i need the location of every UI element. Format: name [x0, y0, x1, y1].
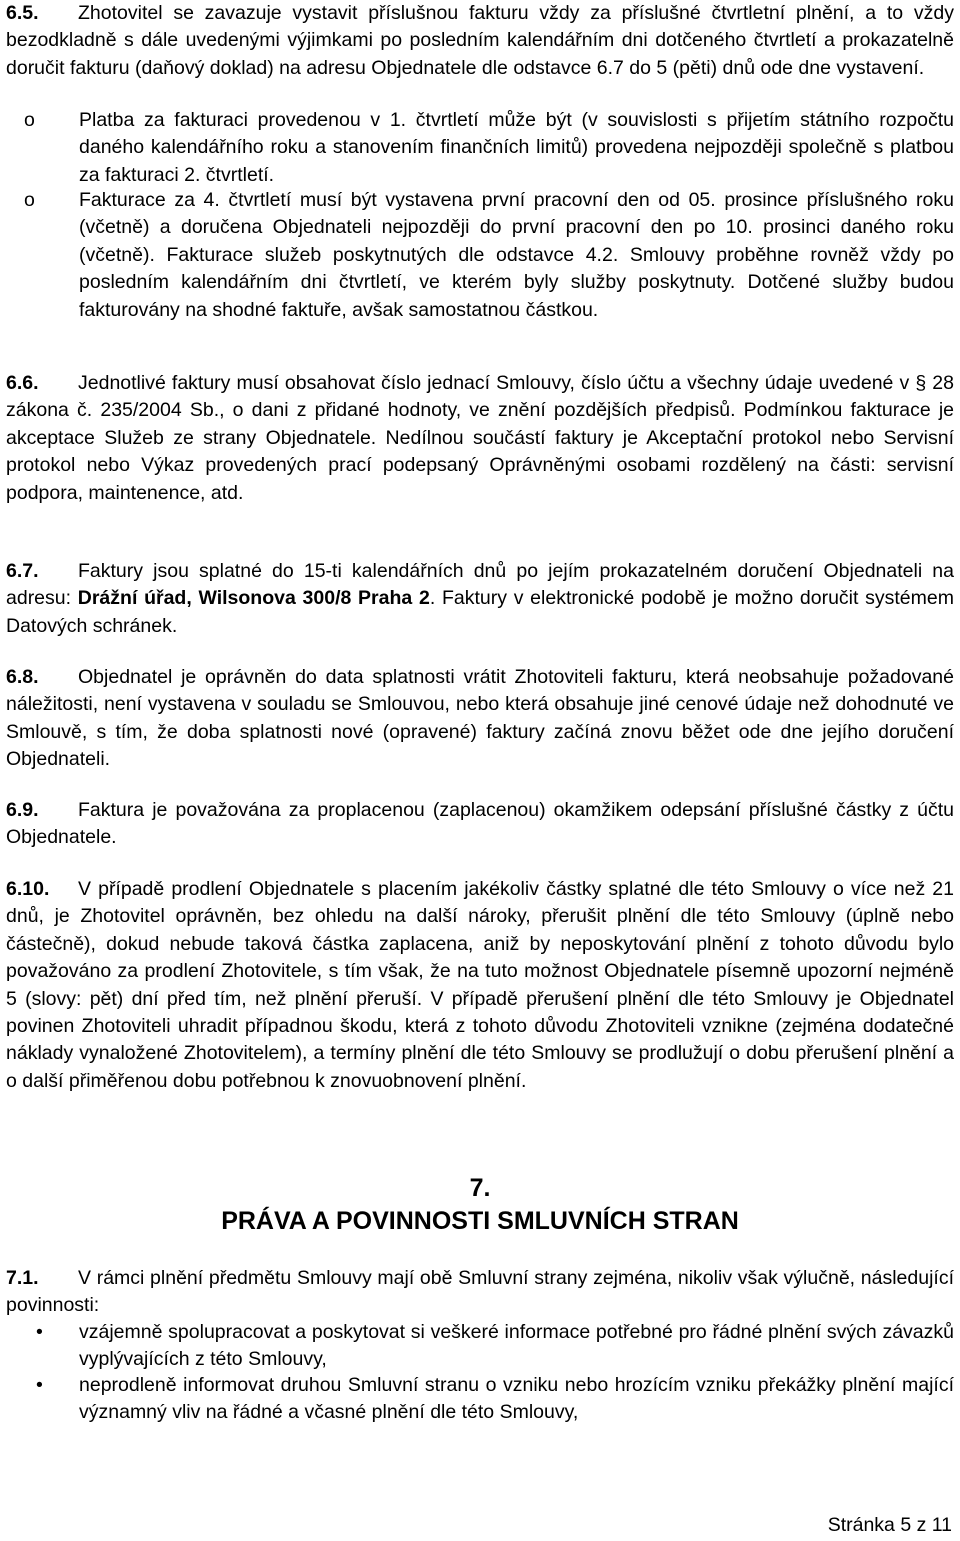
- paragraph-number: 6.5.: [6, 2, 39, 24]
- paragraph-number: 6.9.: [6, 799, 39, 821]
- section-title: PRÁVA A POVINNOSTI SMLUVNÍCH STRAN: [221, 1207, 739, 1235]
- address-text: Drážní úřad, Wilsonova 300/8 Praha 2: [77, 587, 430, 610]
- paragraph-number: 6.7.: [6, 560, 39, 582]
- section-number: 7.: [469, 1174, 491, 1202]
- page-number-footer: Stránka 5 z 11: [827, 1514, 952, 1536]
- paragraph-text-end: . Faktury v elektronické podobě je možno doručit systémem Datových schránek.: [6, 587, 954, 637]
- paragraph-text: V případě prodlení Objednatele s placením jakékoliv částky splatné dle této Smlouvy o více než 21 dnů, je Zhotovitel oprávněn, bez ohledu na další nároky, přerušit plnění dle této Smlouvy (úplně nebo částečně), dokud nebude taková částka zaplacena, aniž by neposkytování plnění z tohoto důvodu bylo považováno za prodlení Zhotovitele, s tím však, že na tuto možnost Objednatele písemně upozorní nejméně 5 (slovy: pět) dní před tím, než plnění přeruší. V případě přerušení plnění dle této Smlouvy je Objednatel povinen Zhotoviteli uhradit případnou škodu, která z tohoto důvodu Zhotoviteli vznikne (zejména dodatečné náklady vynaložené Zhotovitelem), a termíny plnění dle této Smlouvy se prodlužují o dobu přerušení plnění a o další přiměřenou dobu potřebnou k znovuobnovení plnění.: [6, 878, 954, 1092]
- bullet-item-1: [6, 1319, 954, 1374]
- bullet-item-2: [6, 1372, 954, 1427]
- paragraph-number: 6.6.: [6, 372, 39, 394]
- paragraph-number: 7.1.: [6, 1267, 39, 1289]
- paragraph-text: Faktura je považována za proplacenou (zaplacenou) okamžikem odepsání příslušné částky z účtu Objednatele.: [6, 799, 954, 849]
- paragraph-6-6: [6, 370, 954, 507]
- paragraph-6-9: [6, 797, 954, 852]
- sub-item-1: [6, 107, 954, 189]
- sub-item-marker: o: [24, 189, 35, 211]
- paragraph-7-1: [6, 1265, 954, 1320]
- paragraph-text: V rámci plnění předmětu Smlouvy mají obě Smluvní strany zejména, nikoliv však výlučně, následující povinnosti:: [6, 1267, 954, 1317]
- bullet-text: vzájemně spolupracovat a poskytovat si veškeré informace potřebné pro řádné plnění svých závazků vyplývajících z této Smlouvy,: [79, 1321, 954, 1371]
- sub-item-marker: o: [24, 109, 35, 131]
- paragraph-number: 6.10.: [6, 878, 50, 900]
- bullet-text: neprodleně informovat druhou Smluvní stranu o vzniku nebo hrozícím vzniku překážky plnění mající významný vliv na řádné a včasné plnění dle této Smlouvy,: [79, 1374, 954, 1424]
- paragraph-text: Objednatel je oprávněn do data splatnosti vrátit Zhotoviteli fakturu, která neobsahuje požadované náležitosti, není vystavena v souladu se Smlouvou, nebo která obsahuje jiné cenové údaje než dohodnuté ve Smlouvě, s tím, že doba splatnosti nové (opravené) faktury začíná znovu běžet ode dne jejího doručení Objednateli.: [6, 666, 954, 771]
- paragraph-text: Zhotovitel se zavazuje vystavit příslušnou fakturu vždy za příslušné čtvrtletní plnění, a to vždy bezodkladně s dále uvedenými výjimkami po posledním kalendářním dni dotčeného čtvrtletí a prokazatelně doručit fakturu (daňový doklad) na adresu Objednatele dle odstavce 6.7 do 5 (pěti) dnů ode dne vystavení.: [6, 2, 954, 79]
- paragraph-text: Jednotlivé faktury musí obsahovat číslo jednací Smlouvy, číslo účtu a všechny údaje uvedené v § 28 zákona č. 235/2004 Sb., o dani z přidané hodnoty, ve znění pozdějších předpisů. Podmínkou fakturace je akceptace Služeb ze strany Objednatele. Nedílnou součástí faktury je Akceptační protokol nebo Servisní protokol nebo Výkaz provedených prací podepsaný Oprávněnými osobami rozdělený na části: servisní podpora, maintenence, atd.: [6, 372, 954, 504]
- sub-item-text: Fakturace za 4. čtvrtletí musí být vystavena první pracovní den od 05. prosince příslušného roku (včetně) a doručena Objednateli nejpozději do první pracovní den po 10. prosinci daného roku (včetně). Fakturace služeb poskytnutých dle odstavce 4.2. Smlouvy proběhne rovněž vždy po posledním kalendářním dni čtvrtletí, ve kterém byly služby poskytnuty. Dotčené služby budou fakturovány na shodné faktuře, avšak samostatnou částkou.: [79, 189, 954, 321]
- bullet-marker: •: [36, 1374, 43, 1396]
- sub-item-2: [6, 187, 954, 324]
- paragraph-6-10: [6, 876, 954, 1095]
- paragraph-6-7: [6, 558, 954, 640]
- paragraph-text: Faktury jsou splatné do 15-ti kalendářních dnů po jejím prokazatelném doručení Objednateli na adresu:: [6, 560, 954, 610]
- paragraph-6-5: [6, 0, 954, 82]
- bullet-marker: •: [36, 1321, 43, 1343]
- paragraph-6-8: [6, 664, 954, 774]
- sub-item-text: Platba za fakturaci provedenou v 1. čtvrtletí může být (v souvislosti s přijetím státního rozpočtu daného kalendářního roku a stanovením finančních limitů) provedena nejpozději společně s platbou za fakturaci 2. čtvrtletí.: [79, 109, 954, 186]
- paragraph-number: 6.8.: [6, 666, 39, 688]
